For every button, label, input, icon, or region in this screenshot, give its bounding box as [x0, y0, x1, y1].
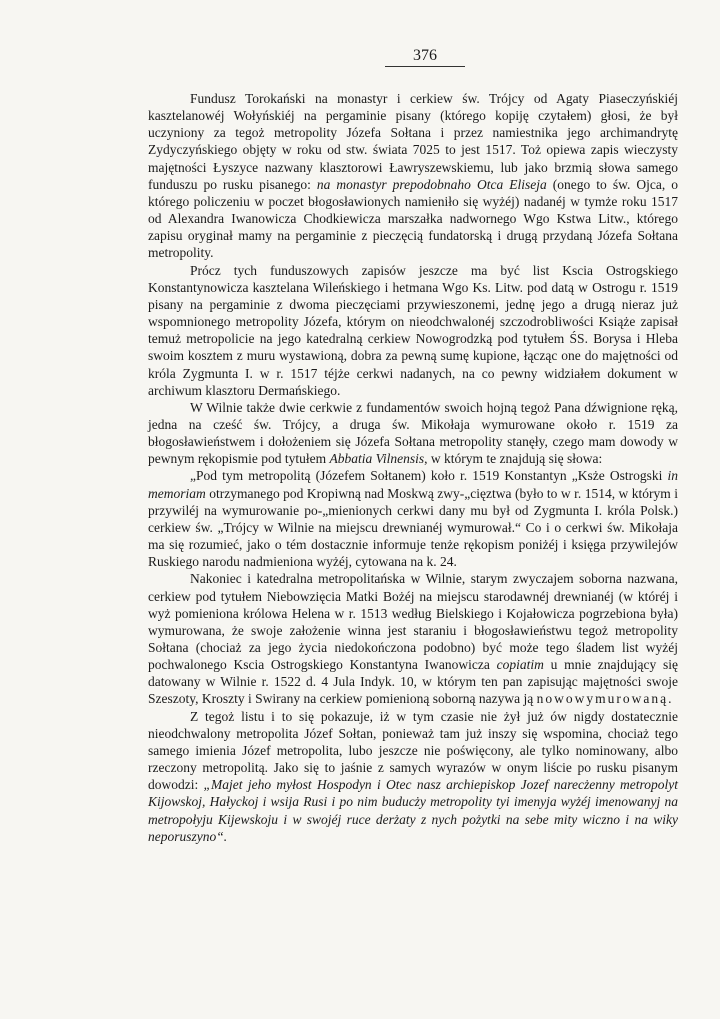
text-run: Nakoniec i katedralna metropolitańska w Wilnie, starym zwyczajem soborna nazwana, cerkiew pod tytułem Niebowzięcia Matki Bożéj na miejscu starodawnéj drewnianéj (w któréj i wyż pomieniona królowa Helena w r. 1513 według Bielskiego i Kojałowicza pogrzebiona była) wymurowana, że swoje założenie winna jest staraniu i błogosławieństwu tegoż metropolity Sołtana (chociaż za jego życia niedokończona podobno) być może tego śladem list wyżéj pochwalonego Kscia Ostrogskiego Konstantyna Iwanowicza — [148, 571, 678, 673]
text-run: u mnie znajdujący się datowany w Wilnie r. 1522 d. 4 Jula Indyk. 10, w którym ten pan zapisując majętności swoje Szeszoty, Kroszty i Swirany na cerkiew pomienioną soborną nazywa ją — [148, 657, 678, 707]
text-run: otrzymanego pod Kropiwną nad Moskwą zwy-„cięztwa (było to w r. 1514, w którym i przywiléj na wymurowanie po-„mienionych cerkwi dany mu był od Zygmunta I. króla Polsk.) cerkiew św. „Trójcy w Wilnie na miejscu drewnianéj wymurował.“ Co i o cerkwi św. Mikołaja ma się rozumieć, jako o tém dostacznie informuje tenże rękopism poniżéj i księga przywilejów Ruskiego narodu nadmieniona wyżéj, cytowana na k. 24. — [148, 485, 678, 570]
italic-text: Abbatia Vilnensis — [329, 451, 425, 467]
text-run: Z tegoż listu i to się pokazuje, iż w tym czasie nie żył już ów nigdy dostatecznie nieodchwalony metropolita Józef Sołtan, ponieważ tam już inszy się wspomina, chociaż tego samego imienia Józef metropolita, lubo jeszcze nie poświęcony, ale tylko nominowany, albo rzeczony metropolitą. Jako się to jaśnie z samych wyrazów w onym liście po rusku pisanym dowodzi: — [148, 708, 678, 793]
paragraph — [148, 708, 678, 845]
italic-text: in memoriam — [148, 468, 678, 501]
italic-text: na monastyr prepodobnaho Otca Eliseja — [316, 176, 547, 192]
text-run: , w którym te znajdują się słowa: — [424, 451, 603, 467]
spaced-text: nowowymurowaną — [536, 691, 669, 707]
paragraph — [148, 90, 678, 262]
text-run: „Pod tym metropolitą (Józefem Sołtanem) koło r. 1519 Konstantyn „Ksże Ostrogski — [190, 468, 668, 484]
paragraph — [148, 262, 678, 399]
text-run: (onego to św. Ojca, o którego policzeniu w poczet błogosławionych namieniło się wyżéj) nadanéj w tymże roku 1517 od Alexandra Iwanowicza Chodkiewicza marszałka nadwornego Wgo Kstwa Litw., którego zapisu oryginał mamy na pergaminie z pieczęcią fundatorską i drugą przydaną Józefa Sołtana metropolity. — [148, 176, 678, 261]
italic-text: copiatim — [496, 657, 544, 673]
text-run: Prócz tych funduszowych zapisów jeszcze ma być list Kscia Ostrogskiego Konstantynowicza kasztelana Wileńskiego i hetmana Wgo Ks. Litw. pod datą w Ostrogu r. 1519 pisany na pergaminie z dwoma pieczęciami przywieszonemi, jednę jego a drugą nieraz już wspomnionego metropolity Józefa, którym on nieodchwalonéj szczodrobliwości Książe zapisał temuż metropolicie na jego katedralną cerkiew Nowogrodzką pod tytułem ŚS. Borysa i Hleba swoim kosztem z muru wystawioną, dobra za pewną sumę kupione, łącząc one do majętności od króla Zygmunta I. w r. 1517 téjże cerkwi nadanych, na co pewny widziałem dokument w archiwum klasztoru Dermańskiego. — [148, 262, 678, 398]
paragraph — [148, 399, 678, 468]
paragraph — [148, 570, 678, 707]
paragraph — [148, 467, 678, 570]
text-run: Fundusz Torokański na monastyr i cerkiew św. Trójcy od Agaty Piaseczyńskiéj kasztelanowéj Wołyńskiéj na pergaminie pisany (którego kopiję czytałem) głosi, że był uczyniony za tegoż metropolity Józefa Sołtana i przez namiestnika jego archimandrytę Zydyczyńskiego objęty w roku od stw. świata 7025 to jest 1517. Toż opiewa zapis wieczysty majętności Łyszyce nazwany klasztorowi Ławryszewskiemu, lub jako brzmią słowa samego funduszu po rusku pisanego: — [148, 91, 678, 192]
italic-text: „Majet jeho myłost Hospodyn i Otec nasz archiepiskop Jozef narecżenny metropolyt Kijowskoj, Hałyckoj i wsija Rusi i po nim buducży metropolity tyi imenyja wyżéj imenowanyj na metropołyju Kijewskoju i w swojéj ruce derżaty z nych pożytki na sebe mity wiczno i na wiky neporuszyno“. — [148, 777, 678, 844]
body-text — [148, 90, 678, 845]
page-number: 376 — [385, 46, 465, 67]
text-run: . — [668, 691, 672, 707]
text-run: W Wilnie także dwie cerkwie z fundamentów swoich hojną tegoż Pana dźwignione ręką, jedna na cześć św. Trójcy, a druga św. Mikołaja wymurowane około r. 1519 za błogosławieństwem i dołożeniem się Józefa Sołtana metropolity stanęły, czego mam dowody w pewnym rękopismie pod tytułem — [148, 399, 678, 467]
